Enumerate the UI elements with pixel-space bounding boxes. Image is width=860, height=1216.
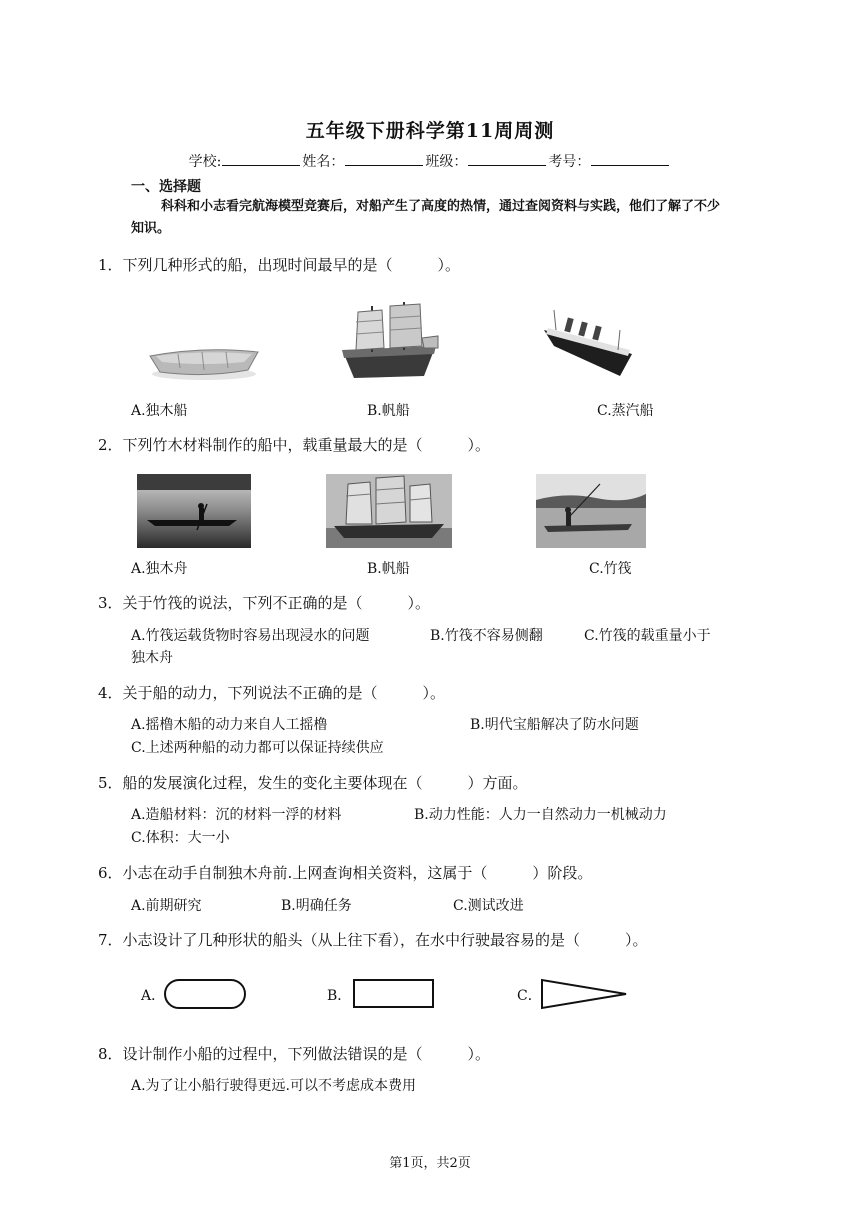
student-info-line [0,151,860,171]
school-label: 学校: [188,154,222,170]
class-blank[interactable] [468,153,546,166]
q2-option-b[interactable]: B.帆船 [367,561,410,577]
q1-option-a[interactable]: A.独木船 [131,403,188,419]
question-4 [98,682,445,703]
class-label: 班级： [425,154,468,170]
question-text: 下列几种形式的船，出现时间最早的是（ ）。 [122,256,461,274]
question-text: 船的发展演化过程，发生的变化主要体现在（ ）方面。 [122,774,528,792]
rounded-bow-shape[interactable] [163,978,247,1010]
q7-option-c-label[interactable]: C． [517,988,542,1004]
question-number: 5． [98,774,123,792]
exam-no-blank[interactable] [591,153,669,166]
dugout-canoe-image [144,338,264,384]
q3-option-c[interactable]: C.竹筏的载重量小于 [584,628,711,644]
q3-option-a[interactable]: A.竹筏运载货物时容易出现浸水的问题 [131,628,370,644]
school-blank[interactable] [222,153,300,166]
intro-paragraph: 科科和小志看完航海模型竞赛后，对船产生了高度的热情，通过查阅资料与实践，他们了解了不少知识。 [131,199,721,236]
question-number: 8． [98,1045,123,1063]
page-footer: 第1页，共2页 [389,1156,471,1171]
q6-option-c[interactable]: C.测试改进 [453,898,524,914]
question-text: 关于竹筏的说法，下列不正确的是（ ）。 [122,594,431,612]
q7-option-a-label[interactable]: A． [141,988,166,1004]
question-number: 2． [98,436,123,454]
square-bow-shape[interactable] [352,978,436,1010]
question-text: 小志设计了几种形状的船头（从上往下看），在水中行驶最容易的是（ ）。 [122,931,648,949]
question-number: 6． [98,864,123,882]
question-number: 4． [98,684,123,702]
q5-option-b[interactable]: B.动力性能：人力一自然动力一机械动力 [414,807,667,823]
q8-option-a[interactable]: A.为了让小船行驶得更远.可以不考虑成本费用 [131,1078,417,1094]
q3-option-b[interactable]: B.竹筏不容易侧翻 [430,628,543,644]
question-5 [98,772,528,793]
sailboat-image [334,298,442,382]
question-number: 3． [98,594,123,612]
question-6 [98,862,592,883]
name-blank[interactable] [345,153,423,166]
question-text: 设计制作小船的过程中，下列做法错误的是（ ）。 [122,1045,491,1063]
question-text: 关于船的动力，下列说法不正确的是（ ）。 [122,684,446,702]
page-title: 五年级下册科学第11周周测 [305,120,555,142]
question-text: 下列竹木材料制作的船中，载重量最大的是（ ）。 [122,436,491,454]
dugout-canoe-photo [137,474,251,548]
pointed-bow-shape[interactable] [540,978,630,1010]
question-text: 小志在动手自制独木舟前.上网查询相关资料，这属于（ ）阶段。 [122,864,593,882]
q3-option-c-continued: 独木舟 [131,650,173,666]
q4-option-c[interactable]: C.上述两种船的动力都可以保证持续供应 [131,740,384,756]
question-8 [98,1043,490,1064]
question-3 [98,592,430,613]
q7-option-b-label[interactable]: B． [327,988,352,1004]
q1-option-c[interactable]: C.蒸汽船 [597,403,654,419]
q6-option-a[interactable]: A.前期研究 [131,898,202,914]
question-1 [98,254,460,275]
section-title: 一、选择题 [131,179,201,195]
q5-option-c[interactable]: C.体积：大一小 [131,830,230,846]
question-number: 7． [98,931,123,949]
q5-option-a[interactable]: A.造船材料：沉的材料一浮的材料 [131,807,342,823]
steamship-image [540,300,636,382]
bamboo-raft-photo [536,474,646,548]
q2-option-a[interactable]: A.独木舟 [131,561,188,577]
q6-option-b[interactable]: B.明确任务 [281,898,352,914]
q2-option-c[interactable]: C.竹筏 [589,561,632,577]
name-label: 姓名： [302,154,345,170]
q1-option-b[interactable]: B.帆船 [367,403,410,419]
q4-option-a[interactable]: A.摇橹木船的动力来自人工摇橹 [131,717,328,733]
question-number: 1． [98,256,123,274]
question-2 [98,434,490,455]
question-7 [98,929,648,950]
sailboat-photo [326,474,452,548]
q4-option-b[interactable]: B.明代宝船解决了防水问题 [470,717,639,733]
exam-no-label: 考号： [548,154,591,170]
